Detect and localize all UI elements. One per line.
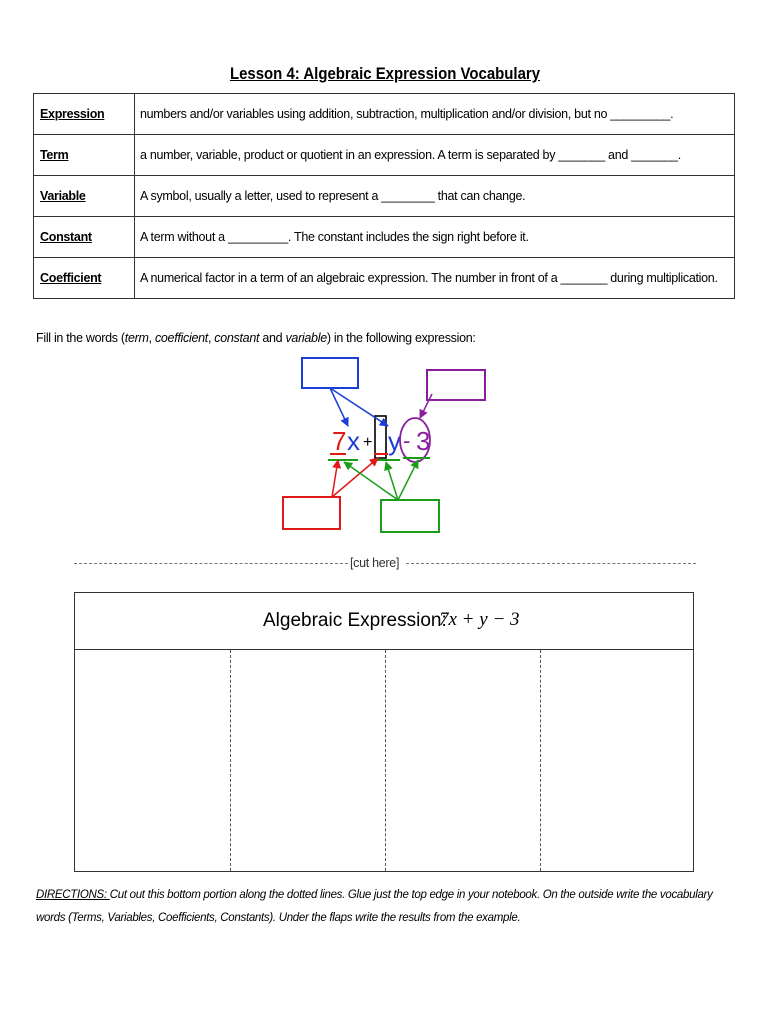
vocab-definition: a number, variable, product or quotient in an expression. A term is separated by _______ and _______. [135, 135, 735, 176]
cut-line [74, 556, 696, 570]
instruction-separator: , [207, 331, 215, 345]
coefficient-arrow [332, 458, 378, 497]
plus-glyph: + [363, 434, 373, 451]
table-row [34, 258, 735, 299]
cut-dash-left [74, 563, 348, 564]
term-arrow [344, 462, 398, 500]
vocab-definition: A numerical factor in a term of an algebraic expression. The number in front of a _______ during multiplication. [135, 258, 735, 299]
constant-answer-box[interactable] [427, 370, 485, 400]
coefficient-answer-box[interactable] [283, 497, 340, 529]
directions-text [36, 884, 726, 930]
cut-dash-right [406, 563, 696, 564]
table-row [34, 94, 735, 135]
term-arrow [398, 460, 418, 500]
vocab-term: Term [34, 135, 135, 176]
vocab-term: Variable [34, 176, 135, 217]
flap-divider [540, 650, 541, 871]
foldable-header [75, 593, 693, 650]
minus-glyph: - [403, 428, 411, 453]
instruction-word-variable: variable [285, 331, 327, 345]
term-arrow [386, 462, 398, 500]
instruction-separator: and [259, 331, 286, 345]
instruction-word-term: term [124, 331, 149, 345]
directions-body: Cut out this bottom portion along the dotted lines. Glue just the top edge in your notebook. On the outside write the vocabulary words (Terms, Variables, Coefficients, Constants). Under the flaps write the results from the example. [36, 889, 713, 924]
expression-diagram [270, 350, 510, 540]
vocab-term: Constant [34, 217, 135, 258]
flap-divider [230, 650, 231, 871]
variable-answer-box[interactable] [302, 358, 358, 388]
instruction-word-constant: constant [214, 331, 260, 345]
vocabulary-table [33, 93, 735, 299]
vocab-definition: numbers and/or variables using addition, subtraction, multiplication and/or division, but no _________. [135, 94, 735, 135]
table-row [34, 176, 735, 217]
foldable-organizer [74, 592, 694, 872]
instruction-text [36, 331, 476, 345]
table-row [34, 217, 735, 258]
foldable-expression: 7x + y − 3 [439, 609, 520, 630]
instruction-suffix: ) in the following expression: [326, 331, 476, 345]
vocab-term: Expression [34, 94, 135, 135]
foldable-label: Algebraic Expression: [263, 610, 447, 631]
variable-x-glyph: x [347, 426, 360, 456]
constant-glyph: 3 [416, 426, 431, 456]
coefficient-glyph: 7 [332, 426, 347, 456]
variable-y-glyph: y [388, 426, 401, 456]
instruction-word-coefficient: coefficient [154, 331, 208, 345]
vocab-definition: A symbol, usually a letter, used to represent a ________ that can change. [135, 176, 735, 217]
instruction-prefix: Fill in the words ( [36, 331, 125, 345]
cut-here-label: [cut here] [350, 556, 400, 570]
term-answer-box[interactable] [381, 500, 439, 532]
vocab-definition: A term without a _________. The constant includes the sign right before it. [135, 217, 735, 258]
flap-divider [385, 650, 386, 871]
page-title: Lesson 4: Algebraic Expression Vocabulary [229, 64, 541, 83]
directions-lead: DIRECTIONS: [36, 889, 110, 901]
vocab-term: Coefficient [34, 258, 135, 299]
hidden-coefficient-box [375, 416, 386, 458]
coefficient-arrow [332, 460, 338, 497]
instruction-separator: , [148, 331, 155, 345]
table-row [34, 135, 735, 176]
